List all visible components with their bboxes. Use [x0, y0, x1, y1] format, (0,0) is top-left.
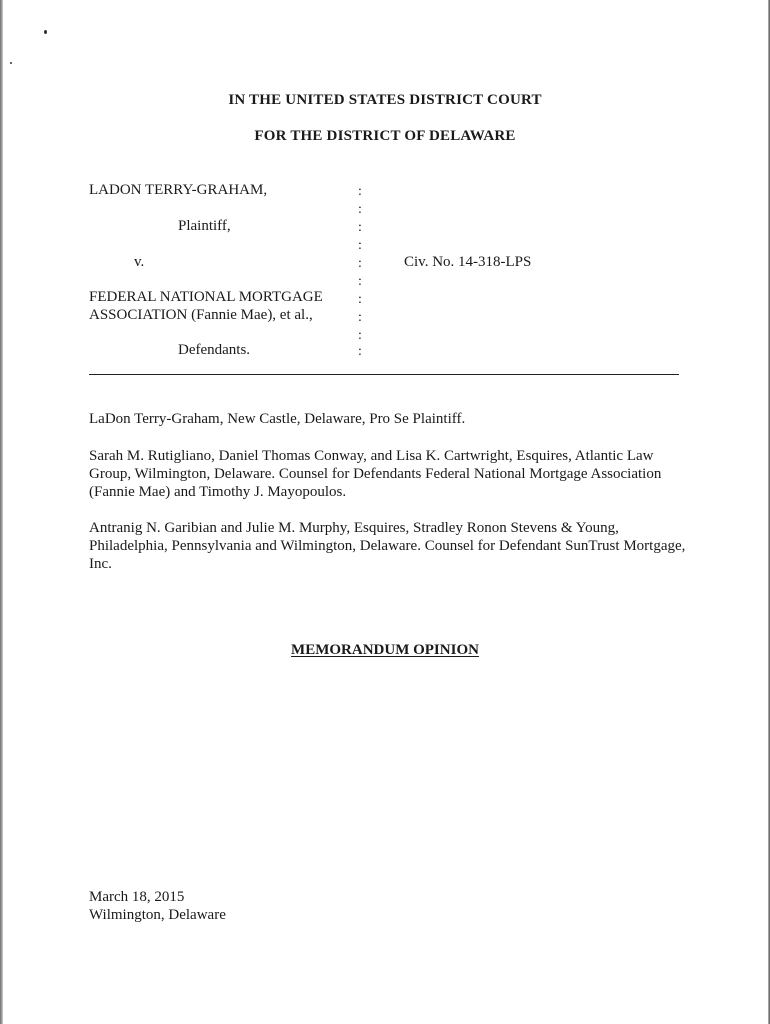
caption-separator: : — [358, 344, 362, 359]
scan-speck — [44, 30, 47, 34]
plaintiff-counsel-text: LaDon Terry-Graham, New Castle, Delaware, Pro Se Plaintiff. — [89, 411, 466, 427]
caption-separator: : — [358, 292, 362, 307]
plaintiff-role: Plaintiff, — [178, 218, 231, 234]
fannie-mae-counsel-line: Sarah M. Rutigliano, Daniel Thomas Conway, and Lisa K. Cartwright, Esquires, Atlantic Law — [89, 448, 654, 464]
fannie-mae-counsel — [89, 447, 689, 501]
fannie-mae-counsel-line: (Fannie Mae) and Timothy J. Mayopoulos. — [89, 484, 347, 500]
fannie-mae-counsel-line: Group, Wilmington, Delaware. Counsel for Defendants Federal National Mortgage Association — [89, 466, 662, 482]
defendant-name-line1: FEDERAL NATIONAL MORTGAGE — [89, 289, 323, 305]
court-heading-line1: IN THE UNITED STATES DISTRICT COURT — [228, 92, 542, 108]
scan-edge-left — [0, 0, 3, 1024]
suntrust-counsel — [89, 519, 689, 573]
court-heading-line2: FOR THE DISTRICT OF DELAWARE — [254, 128, 516, 144]
caption-divider — [89, 374, 679, 375]
plaintiff-counsel — [89, 410, 689, 428]
document-title: MEMORANDUM OPINION — [291, 642, 479, 658]
caption-separator: : — [358, 256, 362, 271]
versus: v. — [134, 254, 145, 270]
date-place — [89, 888, 689, 924]
scan-speck — [10, 62, 12, 64]
defendant-role: Defendants. — [178, 342, 251, 358]
suntrust-counsel-line: Antranig N. Garibian and Julie M. Murphy, Esquires, Stradley Ronon Stevens & Young, — [89, 520, 619, 536]
opinion-date: March 18, 2015 — [89, 889, 185, 905]
caption-separator: : — [358, 238, 362, 253]
caption-separator: : — [358, 220, 362, 235]
suntrust-counsel-line: Inc. — [89, 556, 112, 572]
case-number: Civ. No. 14-318-LPS — [404, 254, 532, 270]
caption-separator: : — [358, 328, 362, 343]
suntrust-counsel-line: Philadelphia, Pennsylvania and Wilmington, Delaware. Counsel for Defendant SunTrust Mortgage, — [89, 538, 686, 554]
caption-separator: : — [358, 310, 362, 325]
caption-separator: : — [358, 184, 362, 199]
opinion-place: Wilmington, Delaware — [89, 907, 226, 923]
caption-separator: : — [358, 202, 362, 217]
caption-separator: : — [358, 274, 362, 289]
defendant-name-line2: ASSOCIATION (Fannie Mae), et al., — [89, 307, 313, 323]
plaintiff-name: LADON TERRY-GRAHAM, — [89, 182, 268, 198]
